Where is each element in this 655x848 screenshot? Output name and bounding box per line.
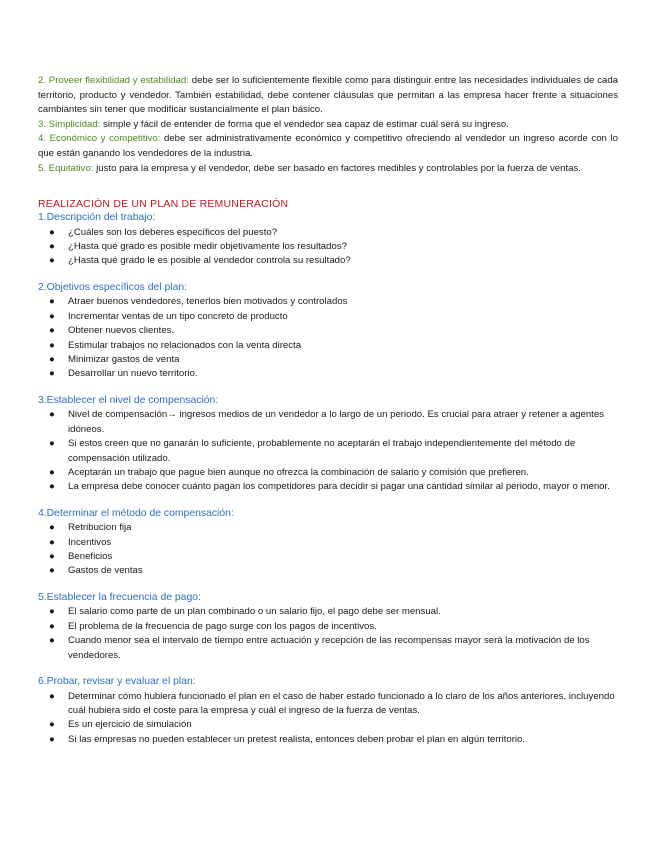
bullet-item: [38, 521, 618, 535]
principle-paragraph: [38, 162, 618, 177]
bullet-dot-icon: ●: [49, 522, 55, 534]
bullet-text: Obtener nuevos clientes.: [68, 325, 175, 337]
bullet-item: [38, 353, 618, 367]
bullet-text: Es un ejercicio de simulación: [68, 719, 192, 731]
bullet-text: Gastos de ventas: [68, 565, 143, 577]
bullet-dot-icon: ●: [49, 536, 55, 548]
bullet-dot-icon: ●: [49, 241, 55, 253]
bullet-dot-icon: ●: [49, 310, 55, 322]
bullet-text: Minimizar gastos de venta: [68, 354, 180, 365]
bullet-text: Beneficios: [68, 551, 113, 563]
principle-text: simple y fácil de entender de forma que el vendedor sea capaz de estimar cuál será su ingreso.: [100, 118, 509, 130]
principle-paragraph: [38, 118, 618, 133]
bullet-item: [38, 240, 618, 254]
bullet-item: [38, 733, 618, 747]
document-page: [38, 74, 618, 747]
bullet-list: [38, 226, 618, 269]
bullet-dot-icon: ●: [49, 565, 55, 577]
bullet-dot-icon: ●: [49, 255, 55, 267]
bullet-text: Estimular trabajos no relacionados con la venta directa: [68, 339, 302, 351]
bullet-text: ¿Hasta qué grado le es posible al vendedor controla su resultado?: [68, 255, 351, 267]
bullet-list: [38, 605, 618, 663]
bullet-item: [38, 466, 618, 480]
section-title: 2.Objetivos específicos del plan:: [38, 281, 188, 293]
bullet-dot-icon: ●: [49, 226, 55, 238]
bullet-item: [38, 564, 618, 578]
bullet-item: [38, 605, 618, 619]
principle-label: 3. Simplicidad:: [38, 118, 101, 130]
bullet-list: [38, 521, 618, 579]
bullet-item: [38, 620, 618, 634]
bullet-item: [38, 634, 618, 663]
principle-label: 2. Proveer flexibilidad y estabilidad:: [38, 75, 189, 86]
principle-paragraph: [38, 132, 618, 161]
bullet-item: [38, 254, 618, 268]
bullet-text: Cuando menor sea el intervalo de tiempo entre actuación y recepción de las recompensas mayor será la motivación de los vendedores.: [68, 635, 590, 661]
bullet-dot-icon: ●: [49, 409, 55, 421]
bullet-item: [38, 480, 618, 494]
principle-text: debe ser administrativamente económico y competitivo ofreciendo al vendedor un ingreso acorde con lo que están ganando los vendedores de la industria.: [38, 133, 618, 159]
plan-section: [38, 281, 618, 382]
principle-label: 4. Económico y competitivo:: [38, 133, 161, 145]
bullet-item: [38, 550, 618, 564]
bullet-dot-icon: ●: [49, 339, 55, 351]
bullet-dot-icon: ●: [49, 466, 55, 478]
principle-text: debe ser lo suficientemente flexible como para distinguir entre las necesidades individuales de cada territorio, producto y vendedor. También estabilidad, debe contener cláusulas que permitan a las empresa hacer frente a situaciones cambiantes sin tener que modificar sustancialmente el plan básico.: [38, 75, 618, 116]
bullet-item: [38, 339, 618, 353]
principle-paragraph: [38, 74, 618, 118]
bullet-text: Determinar cómo hubiera funcionado el plan en el caso de haber estado funcionado a lo claro de los años anteriores, incluyendo cuál hubiera sido el coste para la empresa y cuál el ingreso de la fuerza de ventas.: [68, 690, 615, 716]
plan-section: [38, 394, 618, 495]
principle-label: 5. Equitativo:: [38, 162, 94, 174]
bullet-dot-icon: ●: [49, 438, 55, 450]
bullet-item: [38, 408, 618, 437]
bullet-dot-icon: ●: [49, 620, 55, 632]
section-title: 1.Descripción del trabajo:: [38, 212, 156, 224]
bullet-dot-icon: ●: [49, 296, 55, 308]
section-title: 3.Establecer el nivel de compensación:: [38, 394, 219, 406]
bullet-list: [38, 690, 618, 748]
bullet-dot-icon: ●: [49, 481, 55, 493]
plan-section: [38, 507, 618, 579]
bullet-text: Si estos creen que no ganarán lo suficiente, probablemente no aceptarán el trabajo independientemente del método de compensación utilizado.: [68, 438, 576, 464]
bullet-text: Incrementar ventas de un tipo concreto de producto: [68, 310, 288, 322]
bullet-item: [38, 536, 618, 550]
bullet-text: ¿Hasta qué grado es posible medir objetivamente los resultados?: [68, 241, 347, 253]
bullet-list: [38, 408, 618, 494]
bullet-item: [38, 437, 618, 466]
bullet-text: Si las empresas no pueden establecer un pretest realista, entonces deben probar el plan en algún territorio.: [68, 733, 526, 745]
bullet-list: [38, 295, 618, 381]
bullet-dot-icon: ●: [49, 325, 55, 337]
bullet-dot-icon: ●: [49, 733, 55, 745]
bullet-text: Incentivos: [68, 536, 112, 548]
plan-section: [38, 591, 618, 663]
principle-text: justo para la empresa y el vendedor, debe ser basado en factores medibles y controlables por la fuerza de ventas.: [93, 162, 581, 174]
plan-sections: [38, 211, 618, 747]
bullet-text: Aceptarán un trabajo que pague bien aunque no ofrezca la combinación de salario y comisión que prefieren.: [68, 466, 529, 478]
section-title: 5.Establecer la frecuencia de pago:: [38, 591, 201, 603]
bullet-dot-icon: ●: [49, 719, 55, 731]
bullet-item: [38, 226, 618, 240]
bullet-dot-icon: ●: [49, 354, 55, 365]
bullet-dot-icon: ●: [49, 606, 55, 618]
bullet-text: Atraer buenos vendedores, tenerlos bien motivados y controlados: [68, 296, 348, 308]
bullet-dot-icon: ●: [49, 635, 55, 647]
section-title: 4.Determinar el método de compensación:: [38, 507, 234, 519]
section-title: 6.Probar, revisar y evaluar el plan:: [38, 676, 196, 687]
bullet-item: [38, 310, 618, 324]
bullet-text: El salario como parte de un plan combinado o un salario fijo, el pago debe ser mensual.: [68, 606, 441, 618]
bullet-text: ¿Cuáles son los deberes específicos del puesto?: [68, 226, 278, 238]
bullet-text: La empresa debe conocer cuánto pagan los competidores para decidir si pagar una cantidad similar al periodo, mayor o menor.: [68, 481, 610, 493]
bullet-dot-icon: ●: [49, 551, 55, 563]
bullet-item: [38, 718, 618, 732]
bullet-item: [38, 295, 618, 309]
bullet-dot-icon: ●: [49, 690, 55, 702]
bullet-text: Desarrollar un nuevo territorio.: [68, 368, 198, 380]
plan-section: [38, 675, 618, 747]
intro-principles: [38, 74, 618, 176]
plan-section: [38, 211, 618, 269]
bullet-text: Retribucion fija: [68, 522, 132, 534]
bullet-item: [38, 690, 618, 719]
bullet-text: Nivel de compensación→ ingresos medios de un vendedor a lo largo de un periodo. Es crucial para atraer y retener a agentes idóneos.: [68, 409, 604, 435]
bullet-item: [38, 367, 618, 381]
section-heading: REALIZACIÓN DE UN PLAN DE REMUNERACIÓN: [38, 198, 289, 211]
bullet-item: [38, 324, 618, 338]
bullet-dot-icon: ●: [49, 368, 55, 380]
bullet-text: El problema de la frecuencia de pago surge con los pagos de incentivos.: [68, 620, 377, 632]
